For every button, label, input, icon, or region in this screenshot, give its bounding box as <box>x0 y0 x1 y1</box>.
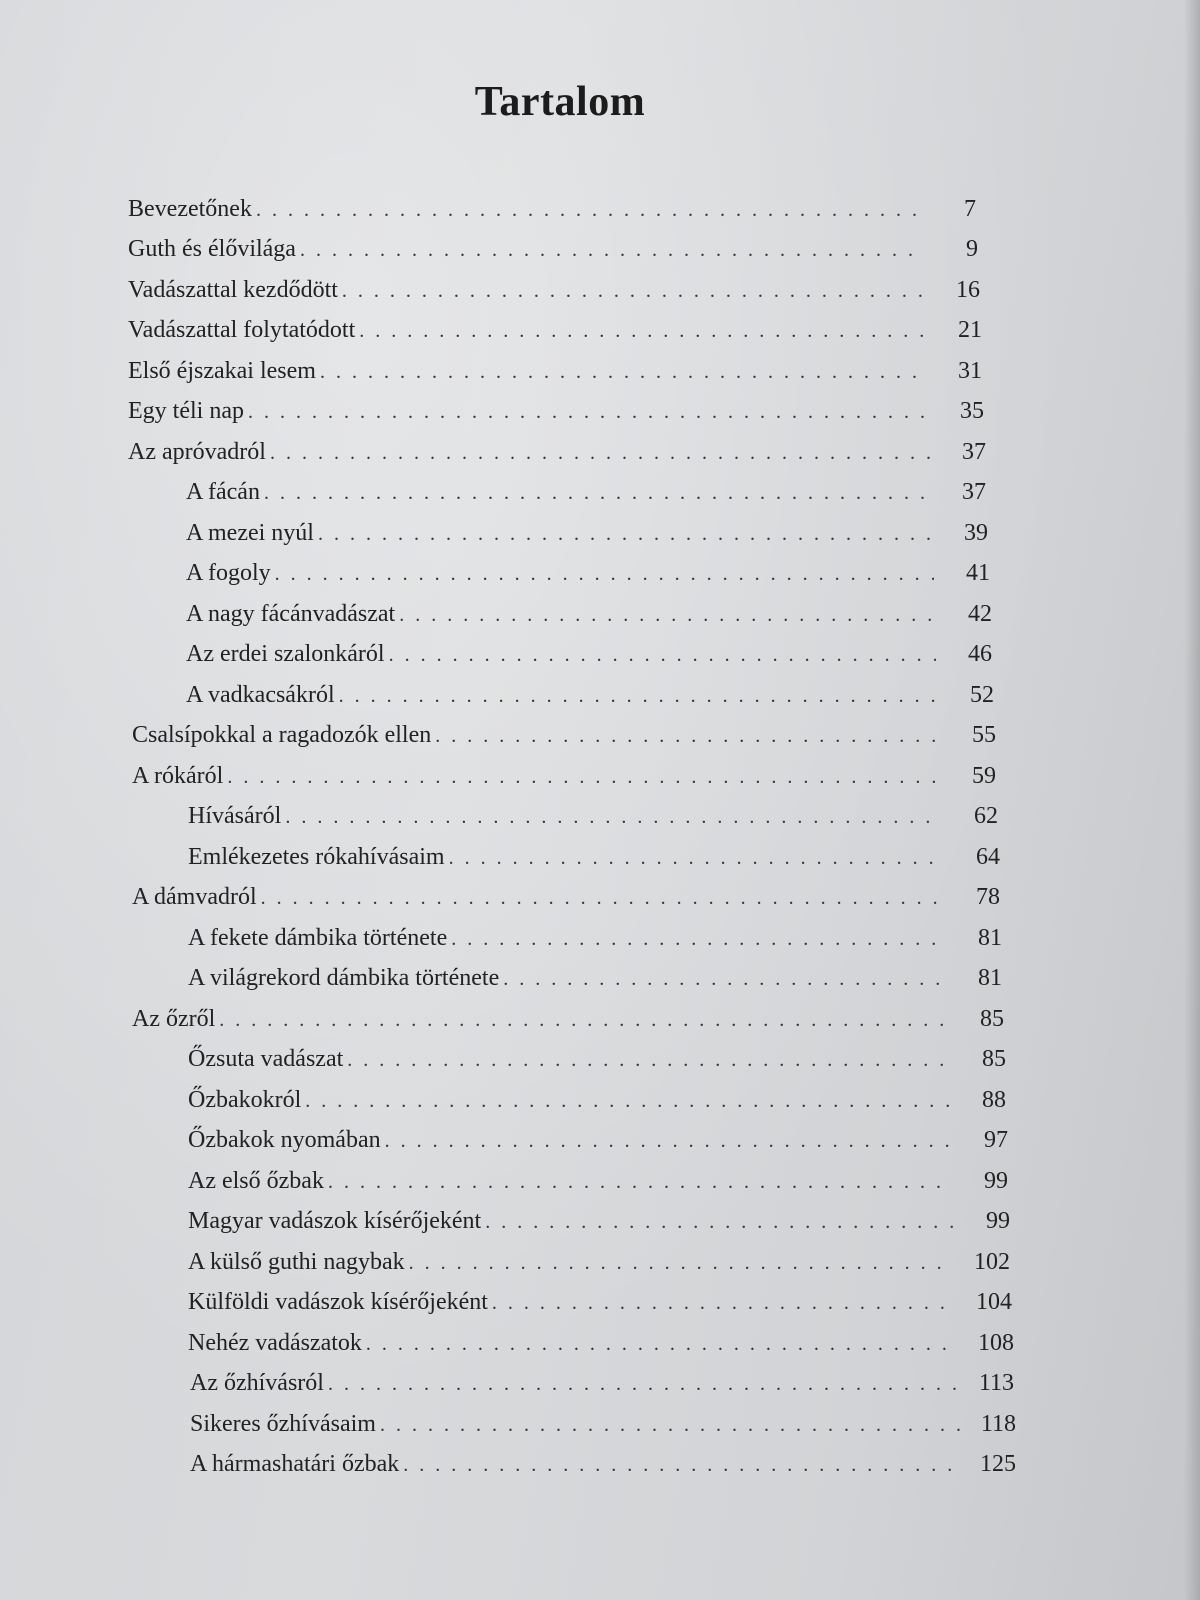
page-edge-shadow <box>1184 0 1200 1600</box>
dot-leader <box>380 1414 960 1437</box>
toc-entry <box>188 1249 1010 1283</box>
dot-leader <box>256 199 920 222</box>
toc-entry-page-number: 118 <box>980 1411 1016 1437</box>
dot-leader <box>385 1130 952 1153</box>
dot-leader <box>300 239 922 262</box>
dot-leader <box>248 401 928 424</box>
toc-entry <box>188 925 1002 959</box>
toc-entry-page-number: 125 <box>980 1451 1016 1477</box>
dot-leader <box>347 1049 950 1072</box>
toc-entry-title: Őzsuta vadászat <box>188 1046 344 1072</box>
dot-leader <box>275 563 934 586</box>
toc-entry <box>128 277 980 311</box>
toc-entry-title: A nagy fácánvadászat <box>186 601 396 627</box>
toc-entry-title: Emlékezetes rókahívásaim <box>188 844 445 870</box>
toc-entry-page-number: 41 <box>966 560 990 586</box>
toc-entry-page-number: 37 <box>962 479 986 505</box>
toc-entry-page-number: 104 <box>976 1289 1012 1315</box>
toc-entry-title: Az első őzbak <box>188 1168 324 1194</box>
toc-entry <box>186 641 992 675</box>
dot-leader <box>403 1454 960 1477</box>
toc-entry-title: A fekete dámbika története <box>188 925 448 951</box>
toc-entry-title: A rókáról <box>132 763 224 789</box>
toc-entry <box>188 965 1002 999</box>
toc-entry-title: Bevezetőnek <box>128 196 252 222</box>
toc-entry-title: Az apróvadról <box>128 439 266 465</box>
toc-entry-title: Vadászattal kezdődött <box>128 277 338 303</box>
toc-entry-page-number: 108 <box>978 1330 1014 1356</box>
toc-entry-title: A mezei nyúl <box>186 520 314 546</box>
dot-leader <box>409 1252 954 1275</box>
toc-entry-title: Sikeres őzhívásaim <box>190 1411 376 1437</box>
toc-entry-page-number: 88 <box>982 1087 1006 1113</box>
dot-leader <box>264 482 930 505</box>
toc-entry-page-number: 97 <box>984 1127 1008 1153</box>
toc-entry-page-number: 21 <box>958 317 982 343</box>
toc-entry <box>190 1370 1014 1404</box>
toc-entry-title: A vadkacsákról <box>186 682 335 708</box>
toc-entry-title: Az erdei szalonkáról <box>186 641 385 667</box>
page-title: Tartalom <box>474 79 646 125</box>
toc-entry <box>128 196 976 230</box>
toc-entry <box>128 398 984 432</box>
toc-entry <box>188 1208 1010 1242</box>
toc-entry <box>132 763 996 797</box>
toc-entry-title: Az őzhívásról <box>190 1370 324 1396</box>
toc-entry-page-number: 46 <box>968 641 992 667</box>
dot-leader <box>305 1090 950 1113</box>
toc-entry <box>186 479 986 513</box>
toc-entry <box>188 1127 1008 1161</box>
toc-entry-title: Külföldi vadászok kísérőjeként <box>188 1289 488 1315</box>
toc-entry-title: Őzbakok nyomában <box>188 1127 381 1153</box>
toc-entry <box>128 236 978 270</box>
dot-leader <box>435 725 940 748</box>
dot-leader <box>449 847 944 870</box>
toc-entry-title: Nehéz vadászatok <box>188 1330 362 1356</box>
toc-entry-page-number: 42 <box>968 601 992 627</box>
toc-entry-page-number: 99 <box>984 1168 1008 1194</box>
toc-entry-title: A külső guthi nagybak <box>188 1249 405 1275</box>
toc-entry <box>186 560 990 594</box>
toc-entry-page-number: 7 <box>964 196 976 222</box>
dot-leader <box>492 1292 956 1315</box>
toc-entry <box>190 1411 1016 1445</box>
toc-entry-page-number: 78 <box>976 884 1000 910</box>
toc-entry <box>188 1046 1006 1080</box>
dot-leader <box>503 968 946 991</box>
toc-entry-page-number: 9 <box>966 236 978 262</box>
toc-entry-page-number: 113 <box>978 1370 1014 1396</box>
toc-entry-page-number: 81 <box>978 925 1002 951</box>
toc-entry <box>186 682 994 716</box>
dot-leader <box>389 644 936 667</box>
dot-leader <box>261 887 944 910</box>
toc-entry-page-number: 35 <box>960 398 984 424</box>
toc-entry-page-number: 99 <box>986 1208 1010 1234</box>
toc-entry-page-number: 37 <box>962 439 986 465</box>
dot-leader <box>451 928 946 951</box>
toc-entry-page-number: 64 <box>976 844 1000 870</box>
toc-entry-page-number: 62 <box>974 803 998 829</box>
dot-leader <box>318 523 932 546</box>
toc-entry-page-number: 81 <box>978 965 1002 991</box>
toc-entry-page-number: 102 <box>974 1249 1010 1275</box>
toc-entry-title: Csalsípokkal a ragadozók ellen <box>132 722 432 748</box>
dot-leader <box>227 766 940 789</box>
dot-leader <box>359 320 926 343</box>
toc-entry <box>188 1289 1012 1323</box>
toc-entry <box>186 520 988 554</box>
toc-entry-page-number: 52 <box>970 682 994 708</box>
toc-entry-title: Őzbakokról <box>188 1087 302 1113</box>
toc-entry-page-number: 16 <box>956 277 980 303</box>
toc-entry-title: A fogoly <box>186 560 271 586</box>
toc-entry <box>188 1087 1006 1121</box>
toc-entry <box>128 317 982 351</box>
toc-entry <box>132 1006 1004 1040</box>
toc-entry-title: Egy téli nap <box>128 398 244 424</box>
toc-entry <box>188 844 1000 878</box>
toc-entry-page-number: 85 <box>980 1006 1004 1032</box>
toc-entry <box>190 1451 1016 1485</box>
dot-leader <box>285 806 942 829</box>
toc-entry-page-number: 59 <box>972 763 996 789</box>
toc-entry-title: A hármashatári őzbak <box>190 1451 400 1477</box>
toc-entry <box>128 358 982 392</box>
toc-entry-title: A fácán <box>186 479 260 505</box>
dot-leader <box>342 280 924 303</box>
toc-entry <box>132 722 996 756</box>
dot-leader <box>328 1373 958 1396</box>
dot-leader <box>219 1009 948 1032</box>
toc-entry <box>188 1330 1014 1364</box>
toc-entry-page-number: 85 <box>982 1046 1006 1072</box>
toc-entry-title: Magyar vadászok kísérőjeként <box>188 1208 482 1234</box>
toc-entry-page-number: 55 <box>972 722 996 748</box>
toc-entry-page-number: 31 <box>958 358 982 384</box>
toc-entry-title: Hívásáról <box>188 803 282 829</box>
dot-leader <box>366 1333 958 1356</box>
toc-entry <box>188 803 998 837</box>
dot-leader <box>270 442 930 465</box>
dot-leader <box>399 604 936 627</box>
toc-entry <box>128 439 986 473</box>
toc-entry-title: A dámvadról <box>132 884 257 910</box>
toc-entry <box>186 601 992 635</box>
toc-entry <box>188 1168 1008 1202</box>
toc-entry-title: Vadászattal folytatódott <box>128 317 356 343</box>
dot-leader <box>320 361 926 384</box>
dot-leader <box>328 1171 952 1194</box>
toc-entry-title: A világrekord dámbika története <box>188 965 500 991</box>
dot-leader <box>339 685 938 708</box>
dot-leader <box>485 1211 954 1234</box>
toc-entry-title: Első éjszakai lesem <box>128 358 316 384</box>
toc-entry-title: Guth és élővilága <box>128 236 296 262</box>
toc-entry-page-number: 39 <box>964 520 988 546</box>
toc-entry-title: Az őzről <box>132 1006 216 1032</box>
toc-entry <box>132 884 1000 918</box>
